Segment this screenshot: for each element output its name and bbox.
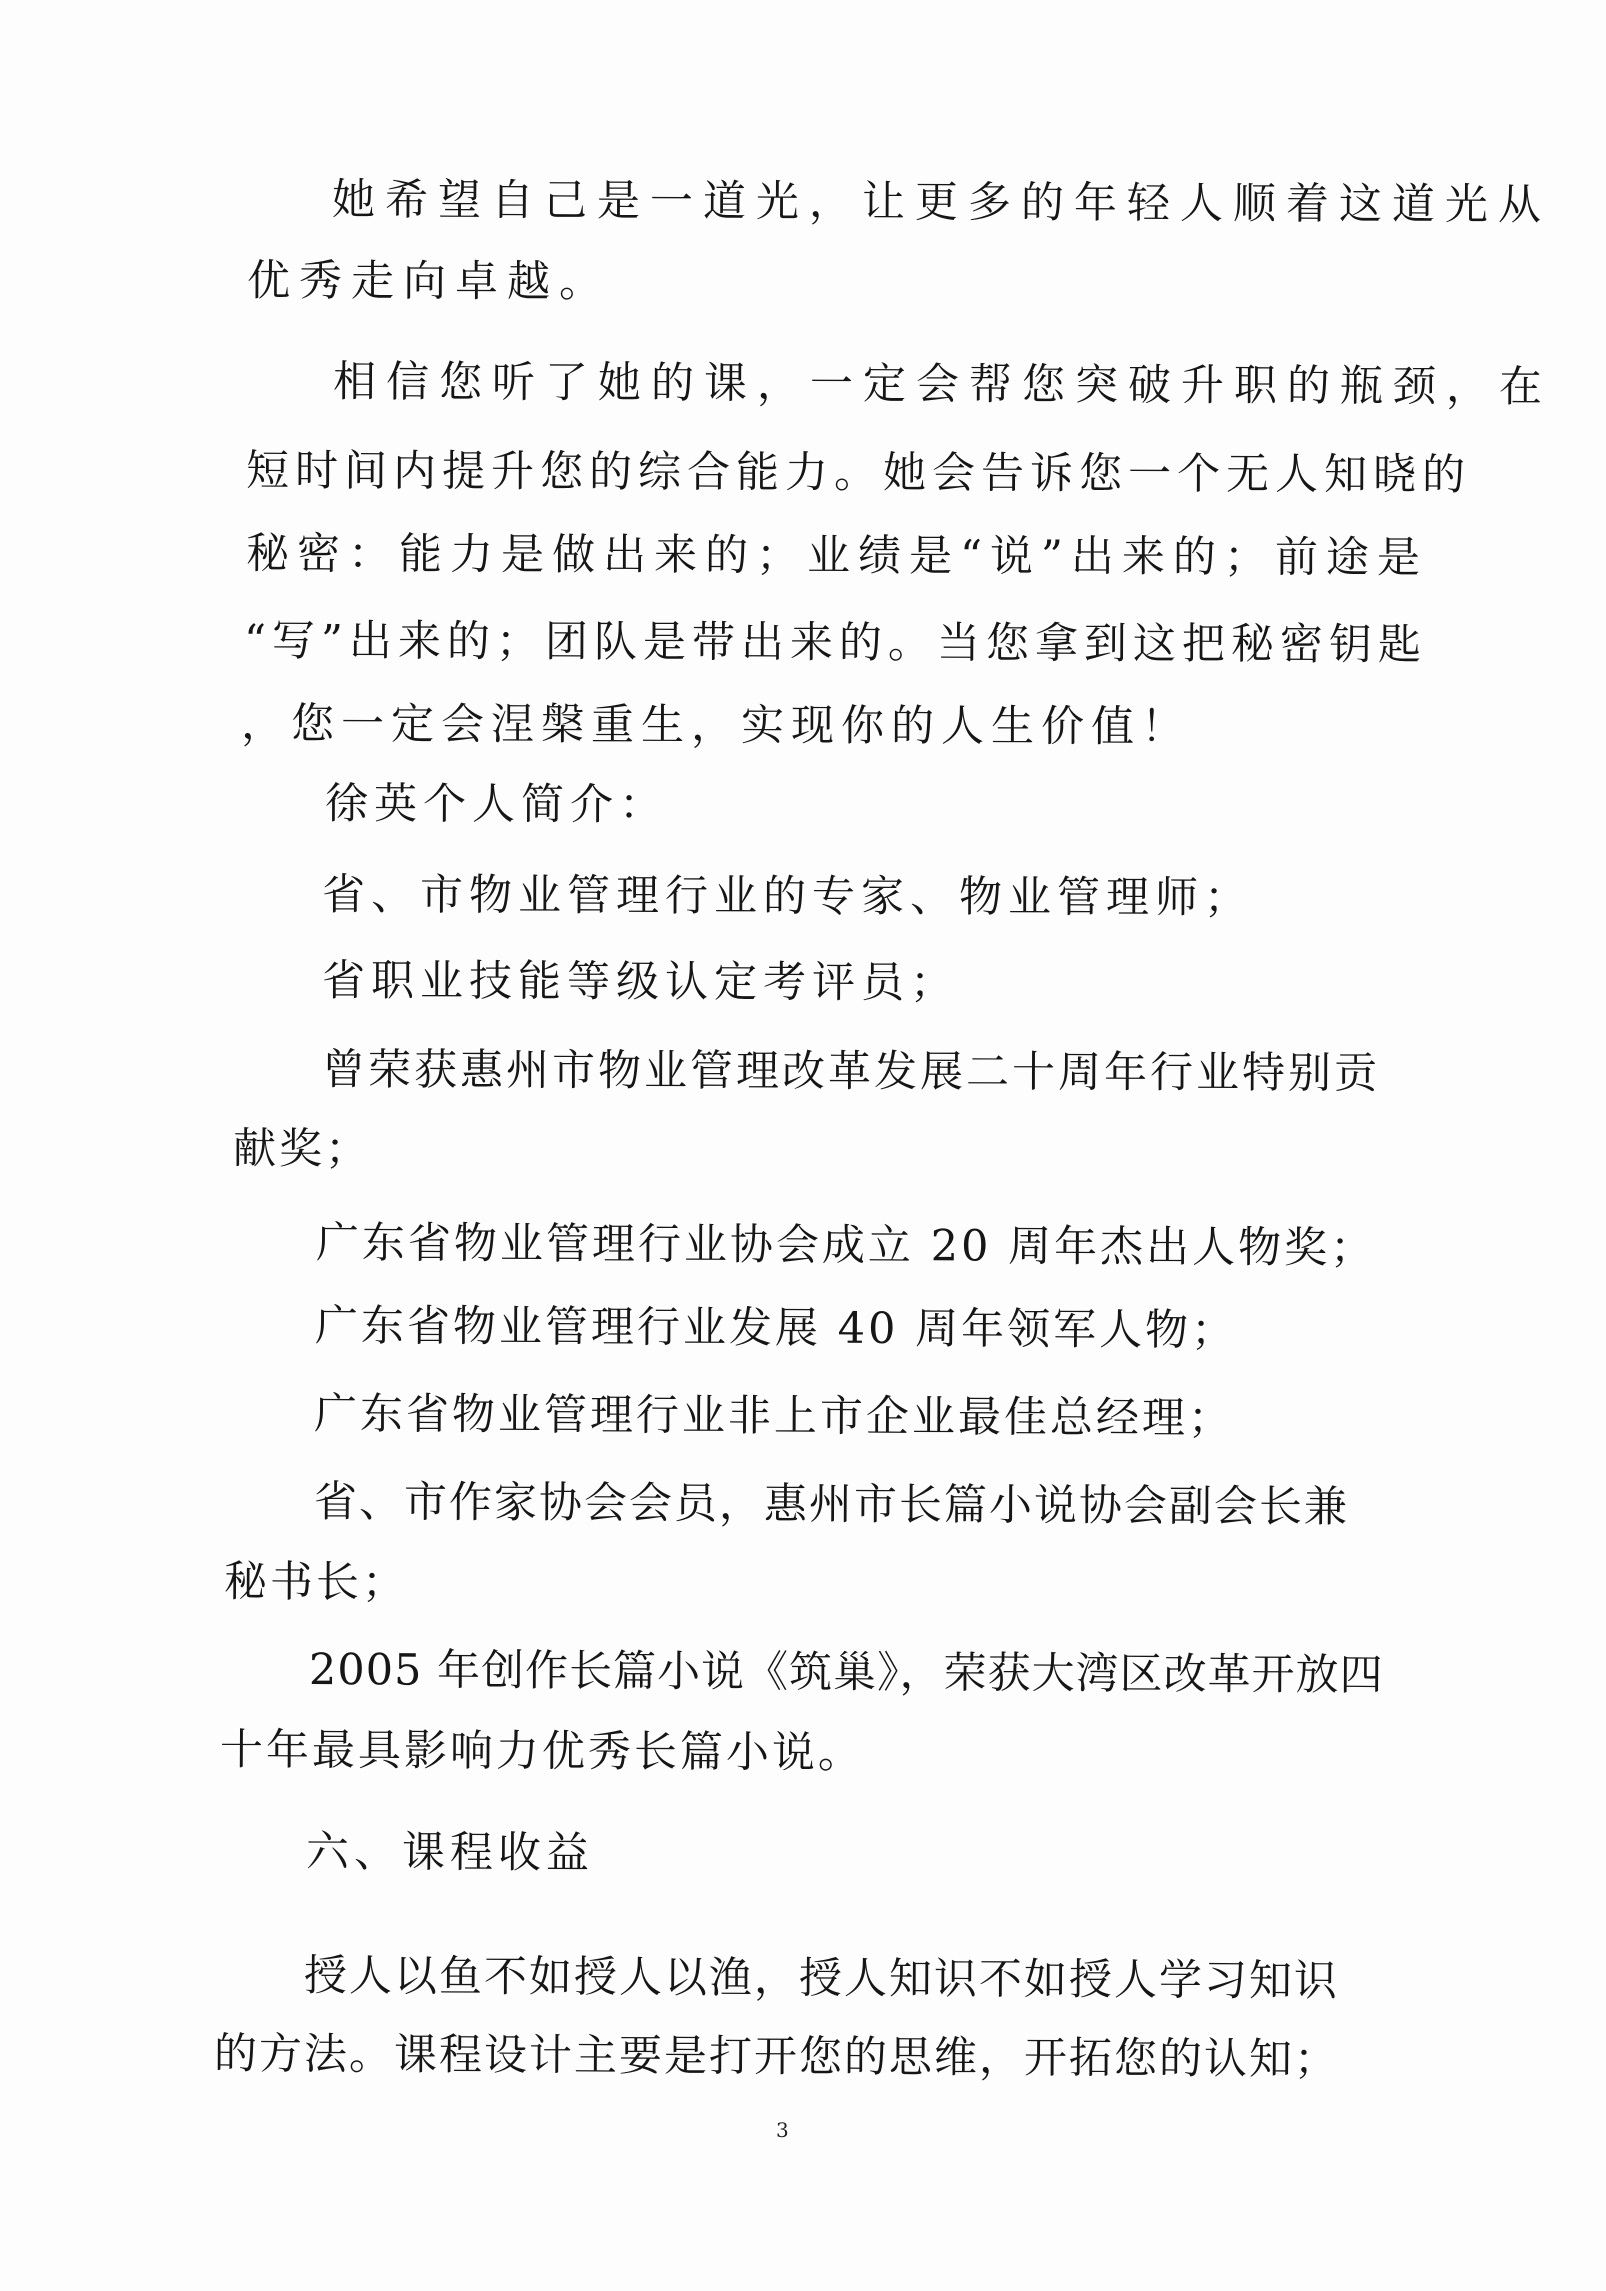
text-line: 十年最具影响力优秀长篇小说。 — [219, 1725, 865, 1779]
text-line: 短时间内提升您的综合能力。她会告诉您一个无人知晓的 — [245, 446, 1472, 501]
section-heading: 六、课程收益 — [305, 1827, 595, 1879]
text-line: 曾荣获惠州市物业管理改革发展二十周年行业特别贡 — [321, 1045, 1381, 1099]
text-line: 徐英个人简介： — [324, 779, 669, 831]
text-line: 的方法。课程设计主要是打开您的思维，开拓您的认知； — [213, 2029, 1340, 2085]
text-line: 授人以鱼不如授人以渔，授人知识不如授人学习知识 — [303, 1951, 1340, 2007]
text-line: 广东省物业管理行业发展 40 周年领军人物； — [314, 1301, 1238, 1356]
text-line: “写”出来的；团队是带出来的。当您拿到这把秘密钥匙 — [243, 616, 1428, 671]
text-line: 优秀走向卓越。 — [246, 256, 612, 308]
page-number: 3 — [776, 2118, 789, 2142]
text-line: 献奖； — [232, 1124, 372, 1175]
text-line: 省、市作家协会会员，惠州市长篇小说协会副会长兼 — [313, 1477, 1350, 1533]
text-line: 秘密：能力是做出来的；业绩是“说”出来的；前途是 — [245, 529, 1429, 584]
text-line: 广东省物业管理行业非上市企业最佳总经理； — [313, 1389, 1235, 1444]
text-line: 秘书长； — [223, 1557, 409, 1608]
text-line: 相信您听了她的课，一定会帮您突破升职的瓶颈，在 — [332, 357, 1553, 413]
text-line: 省、市物业管理行业的专家、物业管理师； — [321, 870, 1254, 924]
text-line: 广东省物业管理行业协会成立 20 周年杰出人物奖； — [315, 1218, 1377, 1274]
text-line: 2005 年创作长篇小说《筑巢》，荣获大湾区改革开放四 — [308, 1645, 1384, 1701]
text-line: 省职业技能等级认定考评员； — [321, 956, 960, 1009]
text-line: ，您一定会涅槃重生，实现你的人生价值！ — [240, 699, 1192, 753]
text-line: 她希望自己是一道光，让更多的年轻人顺着这道光从 — [331, 175, 1552, 231]
